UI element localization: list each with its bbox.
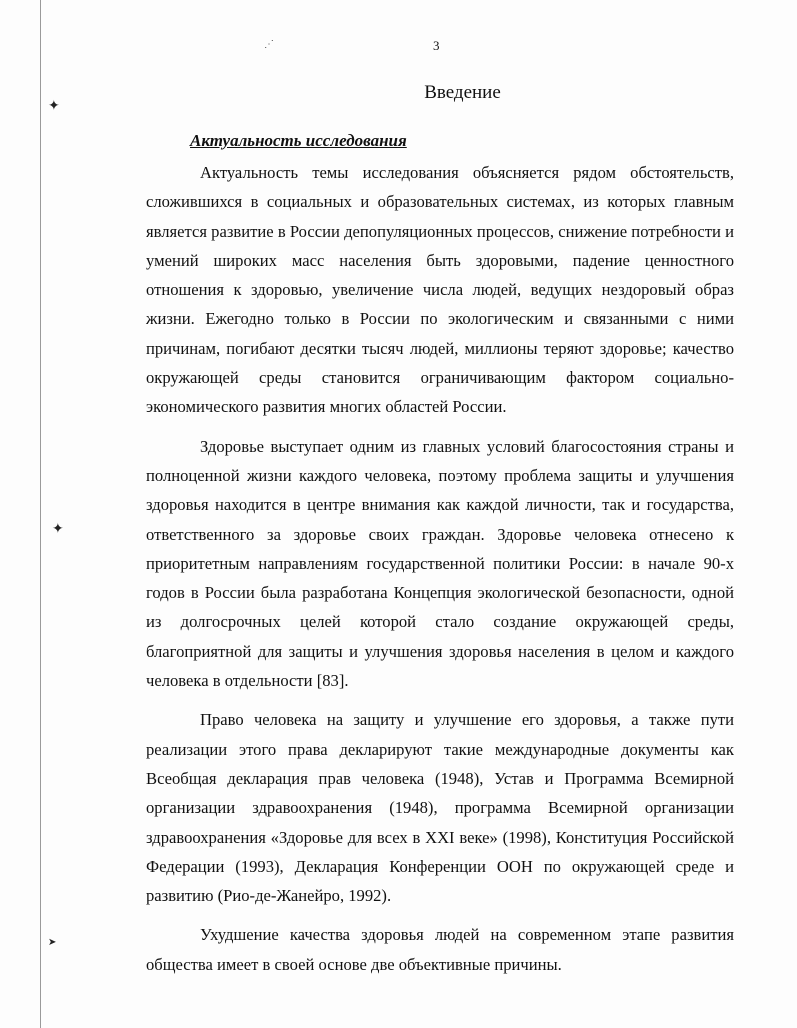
paragraph: Актуальность темы исследования объясняется рядом обстоятельств, сложившихся в социальных и образовательных системах, из которых главным является развитие в России депопуляционных процессов, снижение потребности и умений широких масс населения быть здоровыми, падение ценностного отношения к здоровью, увеличение числа людей, ведущих нездоровый образ жизни. Ежегодно только в России по экологическим и связанными с ними причинам, погибают десятки тысяч людей, миллионы теряют здоровье; качество окружающей среды становится ограничивающим фактором социально-экономического развития многих областей России. [146, 163, 734, 417]
paragraph: Ухудшение качества здоровья людей на современном этапе развития общества имеет в своей основе две объективные причины. [146, 925, 734, 974]
body-text [146, 158, 734, 979]
section-subheading: Актуальность исследования [190, 131, 407, 150]
page-title: Введение [424, 82, 501, 103]
scan-edge-line [40, 0, 41, 1028]
paragraph: Здоровье выступает одним из главных условий благосостояния страны и полноценной жизни каждого человека, поэтому проблема защиты и улучшения здоровья находится в центре внимания как каждой личности, так и государства, ответственного за здоровье своих граждан. Здоровье человека отнесено к приоритетным направлениям государственной политики России: в начале 90-х годов в России была разработана Концепция экологической безопасности, одной из долгосрочных целей которой стало создание окружающей среды, благоприятной для защиты и улучшения здоровья населения в целом и каждого человека в отдельности [83]. [146, 436, 734, 691]
scan-speck-mark: ⋰ [264, 39, 274, 50]
page-number: 3 [433, 38, 440, 53]
paragraph: Право человека на защиту и улучшение его здоровья, а также пути реализации этого права декларируют такие международные документы как Всеобщая декларация прав человека (1948), Устав и Программа Всемирной организации здравоохранения (1948), программа Всемирной организации здравоохранения «Здоровье для всех в XXI веке» (1998), Конституция Российской Федерации (1993), Декларация Конференции ООН по окружающей среде и развитию (Рио-де-Жанейро, 1992). [146, 710, 734, 906]
scan-speck-mark: ✦ [48, 99, 60, 114]
scan-speck-mark: ✦ [52, 522, 64, 537]
scan-speck-mark: ➤ [48, 937, 57, 948]
